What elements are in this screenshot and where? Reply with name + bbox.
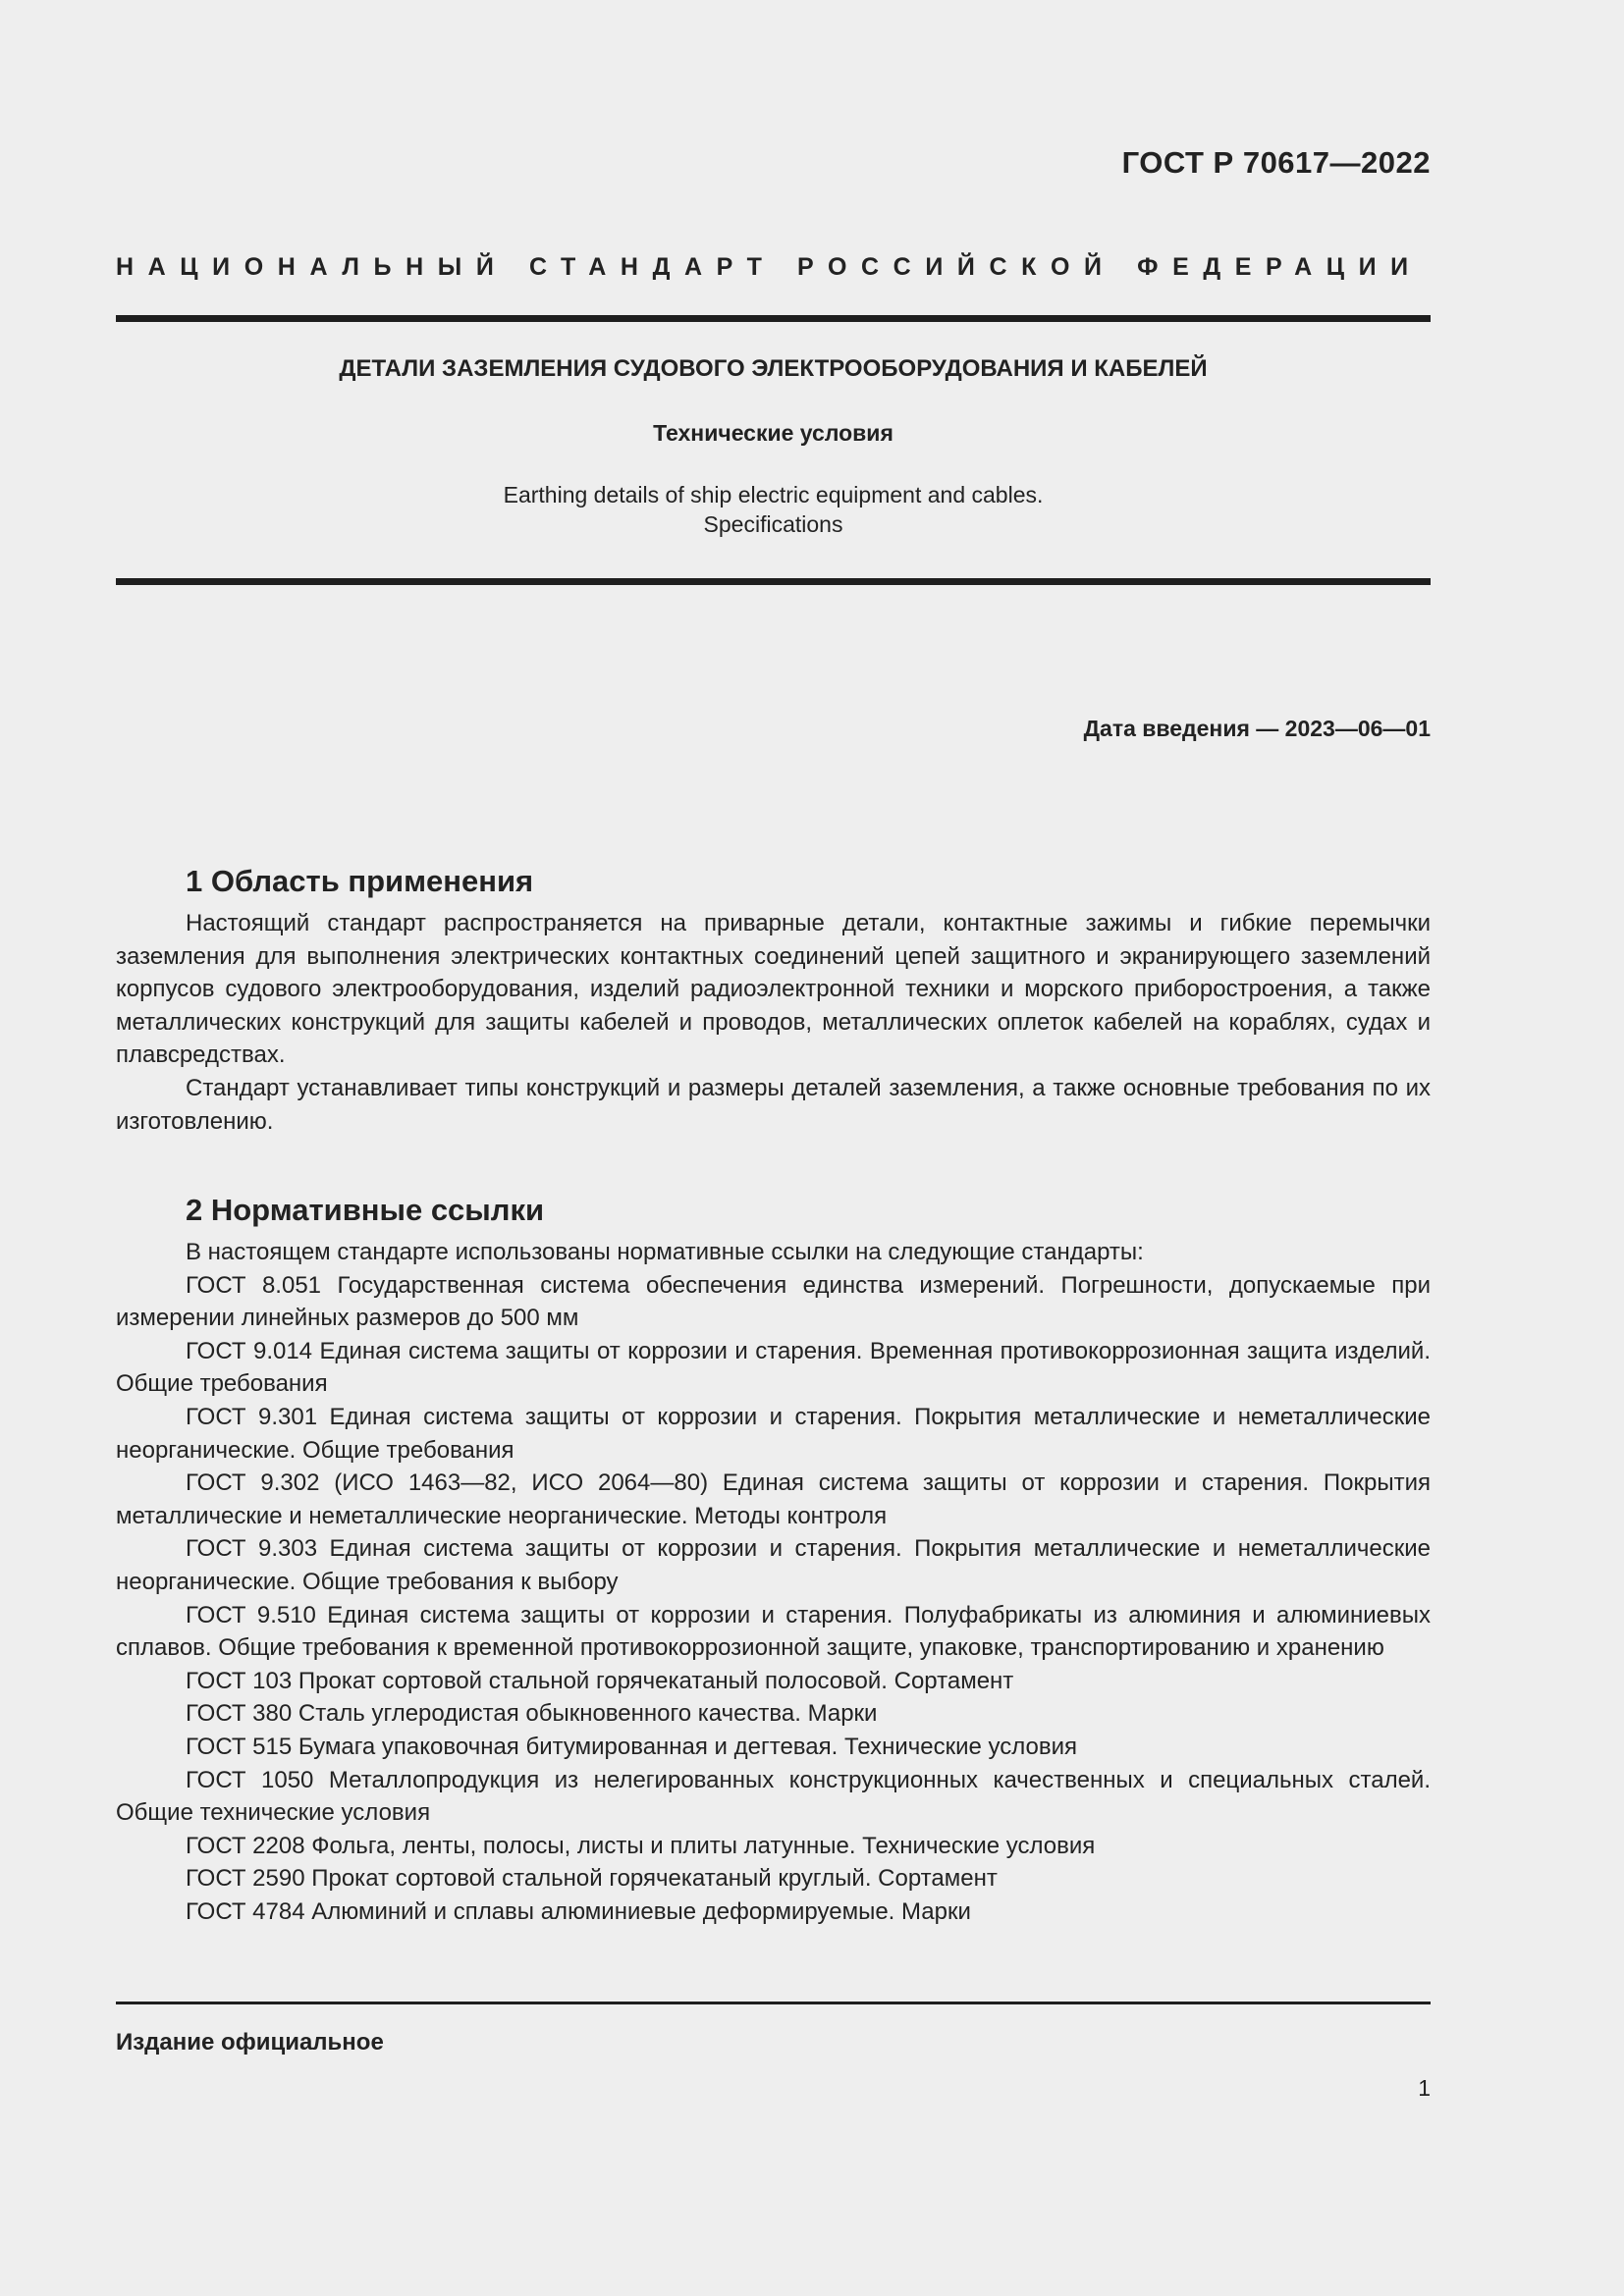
document-subtitle: Технические условия: [653, 420, 893, 446]
footer-rule: [116, 2002, 1431, 2004]
page-number: 1: [1418, 2075, 1431, 2101]
official-edition-label: Издание официальное: [116, 2029, 384, 2056]
reference-item: ГОСТ 9.510 Единая система защиты от коррозии и старения. Полуфабрикаты из алюминия и алюминиевых сплавов. Общие требования к временной противокоррозионной защите, упаковке, транспортированию и хранению: [116, 1601, 1431, 1662]
reference-item: ГОСТ 103 Прокат сортовой стальной горячекатаный полосовой. Сортамент: [186, 1667, 1014, 1694]
reference-item: ГОСТ 8.051 Государственная система обеспечения единства измерений. Погрешности, допускаемые при измерении линейных размеров до 500 мм: [116, 1271, 1431, 1332]
reference-item: ГОСТ 9.301 Единая система защиты от коррозии и старения. Покрытия металлические и неметаллические неорганические. Общие требования: [116, 1403, 1431, 1464]
reference-item: ГОСТ 9.303 Единая система защиты от коррозии и старения. Покрытия металлические и неметаллические неорганические. Общие требования к выбору: [116, 1535, 1431, 1595]
reference-item: ГОСТ 4784 Алюминий и сплавы алюминиевые деформируемые. Марки: [186, 1897, 971, 1925]
section-paragraph: Настоящий стандарт распространяется на приварные детали, контактные зажимы и гибкие перемычки заземления для выполнения электрических контактных соединений цепей защитного и экранирующего заземлений корпусов судового электрооборудования, изделий радиоэлектронной техники и морского приборостроения, а также металлических конструкций для защиты кабелей и проводов, металлических оплеток кабелей на кораблях, судах и плавсредствах.: [116, 910, 1431, 1069]
section-normative-references: [116, 1191, 1431, 1928]
introduction-date: Дата введения — 2023—06—01: [1083, 716, 1431, 741]
english-title-line-2: Specifications: [703, 511, 843, 537]
national-standard-banner: НАЦИОНАЛЬНЫЙ СТАНДАРТ РОССИЙСКОЙ ФЕДЕРАЦИИ: [116, 253, 1423, 281]
reference-item: ГОСТ 380 Сталь углеродистая обыкновенного качества. Марки: [186, 1700, 878, 1728]
reference-item: ГОСТ 2208 Фольга, ленты, полосы, листы и плиты латунные. Технические условия: [186, 1832, 1096, 1859]
section-paragraph: В настоящем стандарте использованы нормативные ссылки на следующие стандарты:: [186, 1239, 1144, 1265]
reference-item: ГОСТ 1050 Металлопродукция из нелегированных конструкционных качественных и специальных сталей. Общие технические условия: [116, 1766, 1431, 1827]
reference-item: ГОСТ 2590 Прокат сортовой стальной горячекатаный круглый. Сортамент: [186, 1865, 998, 1893]
reference-item: ГОСТ 515 Бумага упаковочная битумированная и дегтевая. Технические условия: [186, 1733, 1078, 1760]
english-title: [116, 480, 1431, 539]
section-heading: 2 Нормативные ссылки: [186, 1193, 545, 1227]
top-rule: [116, 315, 1431, 322]
section-scope: [116, 862, 1431, 1138]
title-bottom-rule: [116, 578, 1431, 585]
document-title: ДЕТАЛИ ЗАЗЕМЛЕНИЯ СУДОВОГО ЭЛЕКТРООБОРУДОВАНИЯ И КАБЕЛЕЙ: [339, 355, 1208, 382]
reference-item: ГОСТ 9.302 (ИСО 1463—82, ИСО 2064—80) Единая система защиты от коррозии и старения. Покрытия металлические и неметаллические неорганические. Методы контроля: [116, 1469, 1431, 1529]
reference-item: ГОСТ 9.014 Единая система защиты от коррозии и старения. Временная противокоррозионная защита изделий. Общие требования: [116, 1337, 1431, 1398]
document-id: ГОСТ Р 70617—2022: [1121, 145, 1431, 180]
section-heading: 1 Область применения: [186, 864, 534, 898]
section-paragraph: Стандарт устанавливает типы конструкций и размеры деталей заземления, а также основные требования по их изготовлению.: [116, 1074, 1431, 1135]
english-title-line-1: Earthing details of ship electric equipment and cables.: [503, 482, 1044, 507]
